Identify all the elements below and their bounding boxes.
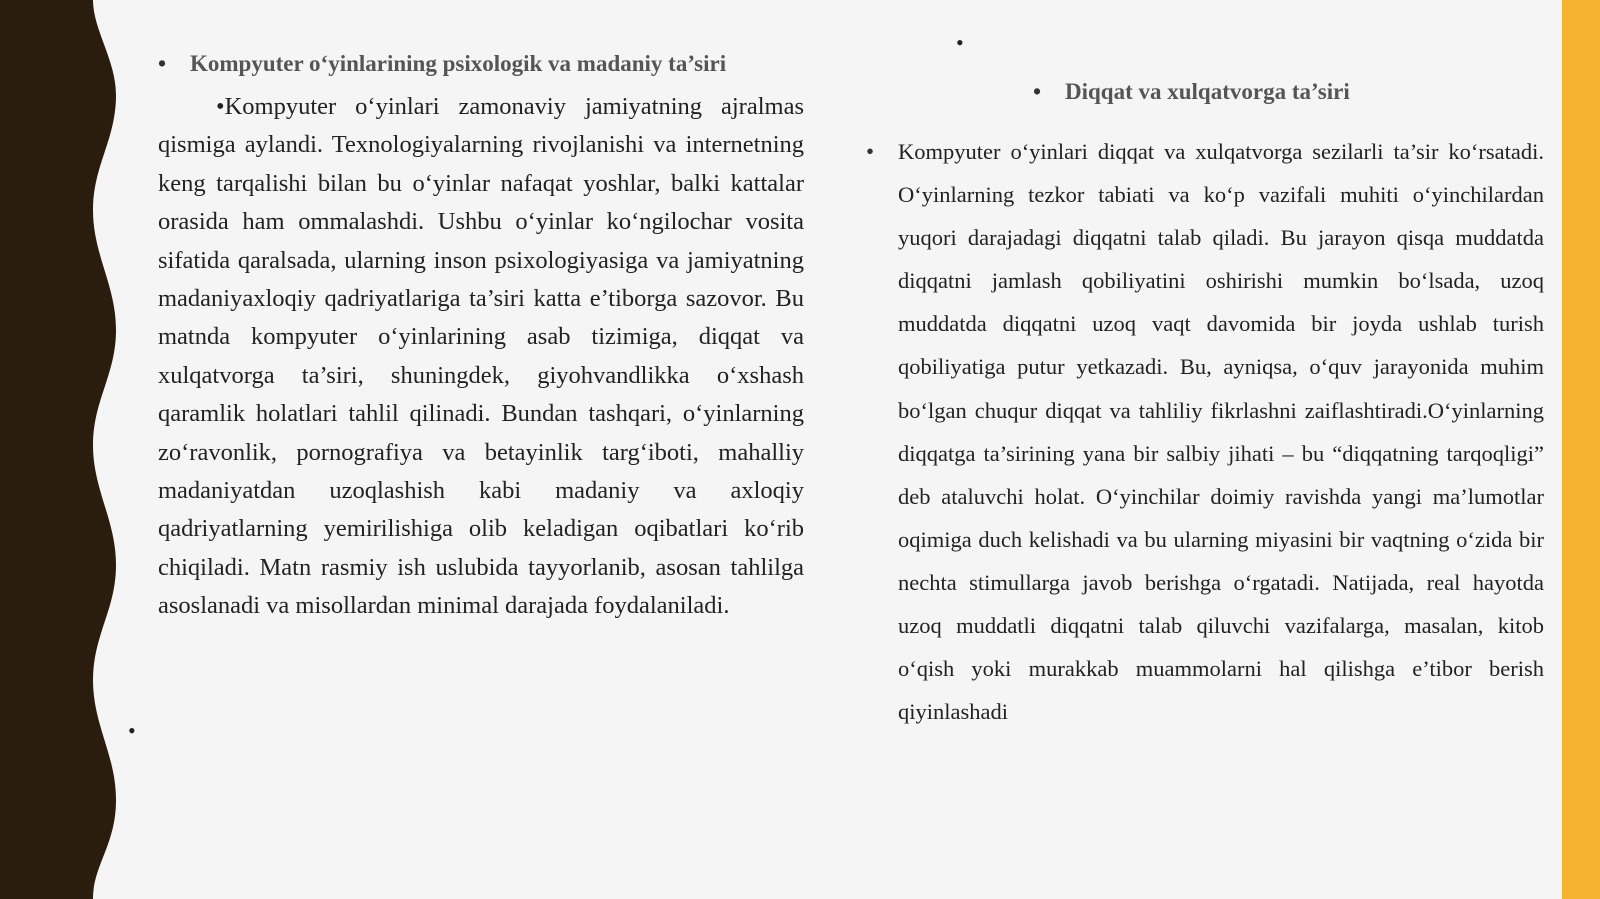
stray-bullet-bottom: • [128,718,136,743]
stray-bullet-top: • [956,30,964,55]
left-heading-text: Kompyuter o‘yinlarining psixologik va madaniy ta’siri [190,51,727,76]
right-heading [1033,76,1544,108]
left-heading-bullet: • [158,51,167,76]
left-heading [158,48,804,80]
right-body-paragraph: Kompyuter o‘yinlari diqqat va xulqatvorga sezilarli ta’sir ko‘rsatadi. O‘yinlarning tezkor tabiati va ko‘p vazifali muhiti o‘yinchilardan yuqori darajadagi diqqatni talab qiladi. Bu jarayon qisqa muddatda diqqatni jamlash qobiliyatini oshirishi mumkin bo‘lsada, uzoq muddatda diqqatni uzoq vaqt davomida bir joyda ushlab turish qobiliyatiga putur yetkazadi. Bu, ayniqsa, o‘quv jarayonida muhim bo‘lgan chuqur diqqat va tahliliy fikrlashni zaiflashtiradi.O‘yinlarning diqqatga ta’sirining yana bir salbiy jihati – bu “diqqatning tarqoqligi” deb ataluvchi holat. O‘yinchilar doimiy ravishda yangi ma’lumotlar oqimiga duch kelishadi va bu ularning miyasini bir vaqtning o‘zida bir nechta stimullarga javob berishga o‘rgatadi. Natijada, real hayotda uzoq muddatli diqqatni talab qiluvchi vazifalarga, masalan, kitob o‘qish yoki murakkab muammolarni hal qilishga e’tibor berish qiyinlashadi [898,139,1544,725]
right-heading-bullet: • [1033,79,1042,104]
right-accent-stripe [1562,0,1600,899]
wavy-left-decoration [0,0,130,899]
right-column [866,76,1544,733]
right-body-bullet: • [866,139,875,164]
left-body-paragraph: •Kompyuter o‘yinlari zamonaviy jamiyatning ajralmas qismiga aylandi. Texnologiyalarning rivojlanishi va internetning keng tarqalishi bilan bu o‘yinlar nafaqat yoshlar, balki kattalar orasida ham ommalashdi. Ushbu o‘yinlar ko‘ngilochar vosita sifatida qaralsada, ularning inson psixologiyasiga va jamiyatning madaniyaxloqiy qadriyatlariga ta’siri katta e’tiborga sazovor. Bu matnda kompyuter o‘yinlarining asab tizimiga, diqqat va xulqatvorga ta’siri, shuningdek, giyohvandlikka o‘xshash qaramlik holatlari tahlil qilinadi. Bundan tashqari, o‘yinlarning zo‘ravonlik, pornografiya va betayinlik targ‘iboti, mahalliy madaniyatdan uzoqlashish kabi madaniy va axloqiy qadriyatlarning yemirilishiga olib keladigan oqibatlari ko‘rib chiqiladi. Matn rasmiy ish uslubida tayyorlanib, asosan tahlilga asoslanadi va misollardan minimal darajada foydalaniladi. [158,93,804,620]
left-column [158,48,804,626]
right-heading-text: Diqqat va xulqatvorga ta’siri [1065,79,1350,104]
right-body [866,130,1544,733]
